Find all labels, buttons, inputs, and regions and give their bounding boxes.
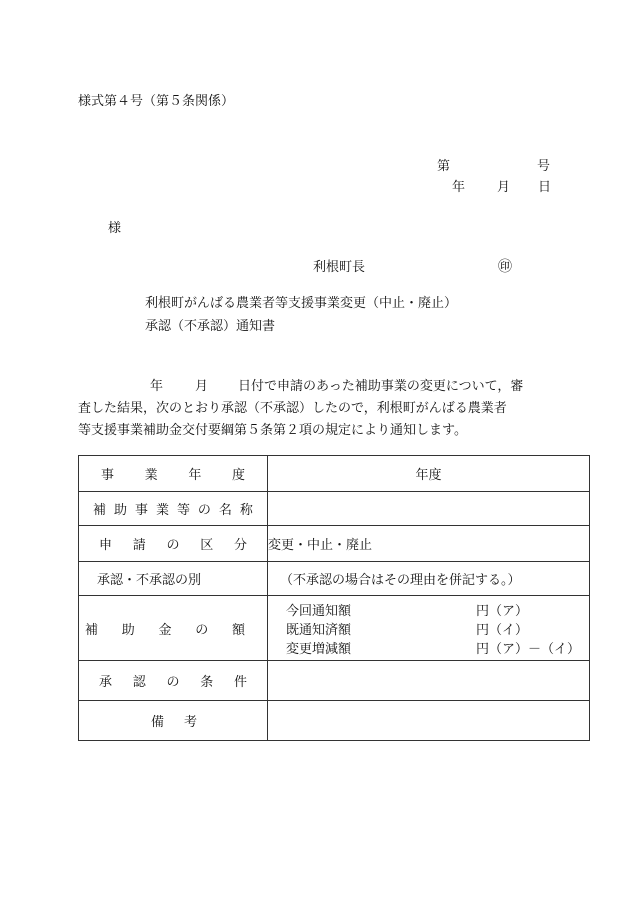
- row-label-fiscal-year: [79, 456, 268, 492]
- table-row: [79, 526, 590, 562]
- notice-title-line1: 利根町がんばる農業者等支援事業変更（中止・廃止）: [145, 296, 458, 311]
- form-number: 様式第４号（第５条関係）: [78, 94, 235, 109]
- table-row: [79, 562, 590, 596]
- row-label-subsidy-amount: [79, 596, 268, 661]
- project-name-value[interactable]: [268, 492, 590, 526]
- table-row: [79, 661, 590, 701]
- label-char: 補: [93, 503, 107, 518]
- label-char: 助: [113, 503, 127, 518]
- label-char: 名: [218, 503, 232, 518]
- date-day: 日: [538, 180, 552, 195]
- label-char: の: [166, 675, 180, 690]
- seal-mark: ㊞: [498, 259, 512, 275]
- label-char: 業: [155, 503, 169, 518]
- amount-row-change: [286, 638, 589, 657]
- body-month: 月: [195, 379, 209, 394]
- body-line1: 日付で申請のあった補助事業の変更について，審: [238, 379, 524, 394]
- label-char: 事: [134, 503, 148, 518]
- table-row: [79, 701, 590, 741]
- table-row: [79, 492, 590, 526]
- amount-label: 今回通知額: [286, 603, 352, 619]
- label-char: 事: [101, 468, 115, 483]
- label-char: の: [195, 622, 209, 638]
- addressee-honorific: 様: [108, 221, 122, 236]
- label-char: 等: [176, 503, 190, 518]
- label-char: 認: [132, 675, 146, 690]
- row-label-approval: 承認・不承認の別: [79, 562, 268, 596]
- label-char: 分: [233, 538, 247, 553]
- subsidy-amount-cell: [268, 596, 590, 661]
- label-char: 補: [85, 622, 99, 638]
- label-char: 助: [121, 622, 135, 638]
- label-char: 称: [239, 503, 253, 518]
- row-label-project-name: [79, 492, 268, 526]
- label-char: の: [166, 538, 180, 553]
- label-char: 度: [231, 468, 245, 483]
- label-char: 請: [132, 538, 146, 553]
- label-char: 年: [188, 468, 202, 483]
- label-char: 考: [184, 715, 198, 730]
- body-line3: 等支援事業補助金交付要綱第５条第２項の規定により通知します。: [78, 423, 467, 438]
- date-year: 年: [452, 180, 466, 195]
- label-char: 条: [200, 675, 214, 690]
- row-label-application-type: [79, 526, 268, 562]
- body-line2: 査した結果，次のとおり承認（不承認）したので，利根町がんばる農業者: [78, 401, 507, 416]
- amount-unit[interactable]: 円（イ）: [476, 622, 529, 638]
- body-year: 年: [150, 379, 164, 394]
- label-char: 金: [158, 622, 172, 638]
- table-row: [79, 596, 590, 661]
- notice-title-line2: 承認（不承認）通知書: [145, 319, 276, 334]
- amount-unit[interactable]: 円（ア）－（イ）: [476, 641, 581, 657]
- amount-label: 変更増減額: [286, 641, 352, 657]
- notice-table: [78, 455, 590, 741]
- amount-unit[interactable]: 円（ア）: [476, 603, 529, 619]
- label-char: 額: [231, 622, 245, 638]
- label-char: 承: [99, 675, 113, 690]
- label-char: 区: [200, 538, 214, 553]
- label-char: の: [197, 503, 211, 518]
- doc-number-prefix: 第: [437, 159, 451, 174]
- amount-row-current: [286, 600, 589, 619]
- label-char: 申: [99, 538, 113, 553]
- application-type-value[interactable]: 変更・中止・廃止: [268, 526, 590, 562]
- amount-row-previous: [286, 619, 589, 638]
- table-row: [79, 456, 590, 492]
- label-char: 業: [144, 468, 158, 483]
- row-label-conditions: [79, 661, 268, 701]
- issuer-name: 利根町長: [313, 260, 366, 275]
- fiscal-year-value[interactable]: 年度: [268, 456, 590, 492]
- label-char: 備: [150, 715, 164, 730]
- conditions-value[interactable]: [268, 661, 590, 701]
- amount-label: 既通知済額: [286, 622, 352, 638]
- label-char: 件: [233, 675, 247, 690]
- date-month: 月: [497, 180, 511, 195]
- doc-number-suffix: 号: [537, 159, 551, 174]
- remarks-value[interactable]: [268, 701, 590, 741]
- approval-value[interactable]: （不承認の場合はその理由を併記する。）: [268, 562, 590, 596]
- row-label-remarks: [79, 701, 268, 741]
